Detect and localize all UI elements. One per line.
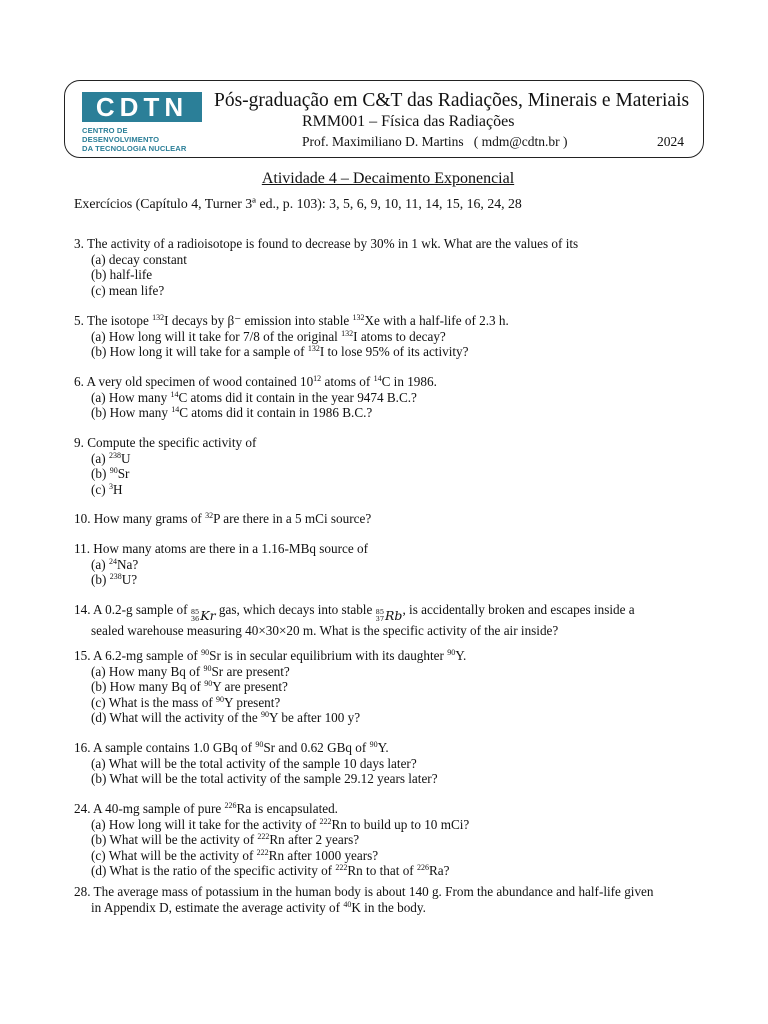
krypton-85-nuclide: 85 36 Kr: [190, 607, 216, 623]
question-item: (a) What will be the total activity of the sample 10 days later?: [91, 755, 417, 771]
question-item: (b) How many $^{14}$C atoms did it contain in 1986 B.C.?: [91, 405, 373, 421]
question-item: (a) decay constant: [91, 251, 187, 267]
question-stem: 15. A 6.2-mg sample of $^{90}$Sr is in secular equilibrium with its daughter $^{90}$Y.: [74, 648, 467, 663]
question-item: (b) How long it will take for a sample of $^{132}$I to lose 95% of its activity?: [91, 344, 469, 360]
question-24: [74, 801, 469, 879]
question-item: sealed warehouse measuring 40×30×20 m. What is the specific activity of the air inside?: [91, 623, 559, 639]
question-item: (a) How long will it take for 7/8 of the original $^{132}$I atoms to decay?: [91, 328, 446, 344]
question-item: (a) $^{24}$Na?: [91, 556, 139, 572]
exercises-list: Exercícios (Capítulo 4, Turner 3ª ed., p. 103): 3, 5, 6, 9, 10, 11, 14, 15, 16, 24, 28: [74, 196, 522, 211]
question-stem: 16. A sample contains 1.0 GBq of $^{90}$Sr and 0.62 GBq of $^{90}$Y.: [74, 740, 389, 755]
question-3: [74, 236, 578, 298]
professor-email: ( mdm@cdtn.br ): [473, 134, 568, 149]
question-stem: 10. How many grams of $^{32}$P are there in a 5 mCi source?: [74, 511, 372, 526]
rubidium-85-nuclide: 85 37 Rb: [375, 607, 403, 623]
question-item: (a) How many $^{14}$C atoms did it contain in the year 9474 B.C.?: [91, 389, 417, 405]
question-stem: 9. Compute the specific activity of: [74, 435, 257, 450]
activity-title: Atividade 4 – Decaimento Exponencial: [261, 170, 515, 187]
question-item: (b) What will be the total activity of the sample 29.12 years later?: [91, 771, 438, 787]
question-9: [74, 435, 256, 497]
question-item: in Appendix D, estimate the average activity of $^{40}$K in the body.: [91, 899, 426, 915]
question-item: (c) $^3$H: [91, 481, 123, 497]
question-item: (a) How many Bq of $^{90}$Sr are present?: [91, 663, 290, 679]
question-stem: 11. How many atoms are there in a 1.16-MBq source of: [74, 541, 368, 556]
program-title: Pós-graduação em C&T das Radiações, Minerais e Materiais: [214, 90, 690, 111]
question-item: (b) $^{90}$Sr: [91, 466, 130, 482]
question-item: (b) What will be the activity of $^{222}$Rn after 2 years?: [91, 832, 360, 848]
year: 2024: [657, 134, 684, 149]
question-10: [74, 511, 371, 527]
course-title: RMM001 – Física das Radiações: [302, 113, 515, 130]
question-5: [74, 313, 509, 360]
cdtn-logo: [82, 92, 204, 153]
question-item: (c) mean life?: [91, 282, 165, 298]
question-stem: 3. The activity of a radioisotope is found to decrease by 30% in 1 wk. What are the values of its: [74, 236, 579, 251]
question-6: [74, 374, 437, 421]
question-item: (b) $^{238}$U?: [91, 572, 138, 588]
professor-name: Prof. Maximiliano D. Martins: [302, 134, 464, 149]
question-stem: 28. The average mass of potassium in the human body is about 140 g. From the abundance and half-life given: [74, 884, 654, 899]
logo-subtitle-line1: CENTRO DE DESENVOLVIMENTO: [82, 126, 160, 144]
logo-subtitle-line2: DA TECNOLOGIA NUCLEAR: [82, 144, 187, 153]
logo-subtitle: [82, 126, 206, 153]
question-16: [74, 740, 438, 787]
question-item: (c) What is the mass of $^{90}$Y present?: [91, 694, 281, 710]
question-item: (b) half-life: [91, 267, 153, 283]
question-11: [74, 541, 368, 588]
question-item: (c) What will be the activity of $^{222}$Rn after 1000 years?: [91, 847, 379, 863]
question-item: (b) How many Bq of $^{90}$Y are present?: [91, 679, 288, 695]
question-stem: 6. A very old specimen of wood contained $10^{12}$ atoms of $^{14}$C in 1986.: [74, 374, 437, 389]
question-item: (a) $^{238}$U: [91, 450, 131, 466]
question-28: [74, 884, 654, 915]
professor-line: [302, 134, 568, 150]
logo-text: CDTN: [95, 92, 189, 122]
question-stem: 24. A 40-mg sample of pure $^{226}$Ra is encapsulated.: [74, 801, 338, 816]
question-stem: 14. A 0.2-g sample of 85 36 Kr gas, which decays into stable 85 37 Rb , is accidentally broken and escapes inside a: [74, 602, 635, 623]
question-item: (a) How long will it take for the activity of $^{222}$Rn to build up to 10 mCi?: [91, 816, 470, 832]
question-stem: 5. The isotope $^{132}$I decays by β⁻ emission into stable $^{132}$Xe with a half-life of 2.3 h.: [74, 313, 509, 328]
question-15: [74, 648, 466, 726]
question-14: [74, 602, 635, 639]
question-item: (d) What will the activity of the $^{90}$Y be after 100 y?: [91, 710, 361, 726]
question-item: (d) What is the ratio of the specific activity of $^{222}$Rn to that of $^{226}$Ra?: [91, 863, 450, 879]
